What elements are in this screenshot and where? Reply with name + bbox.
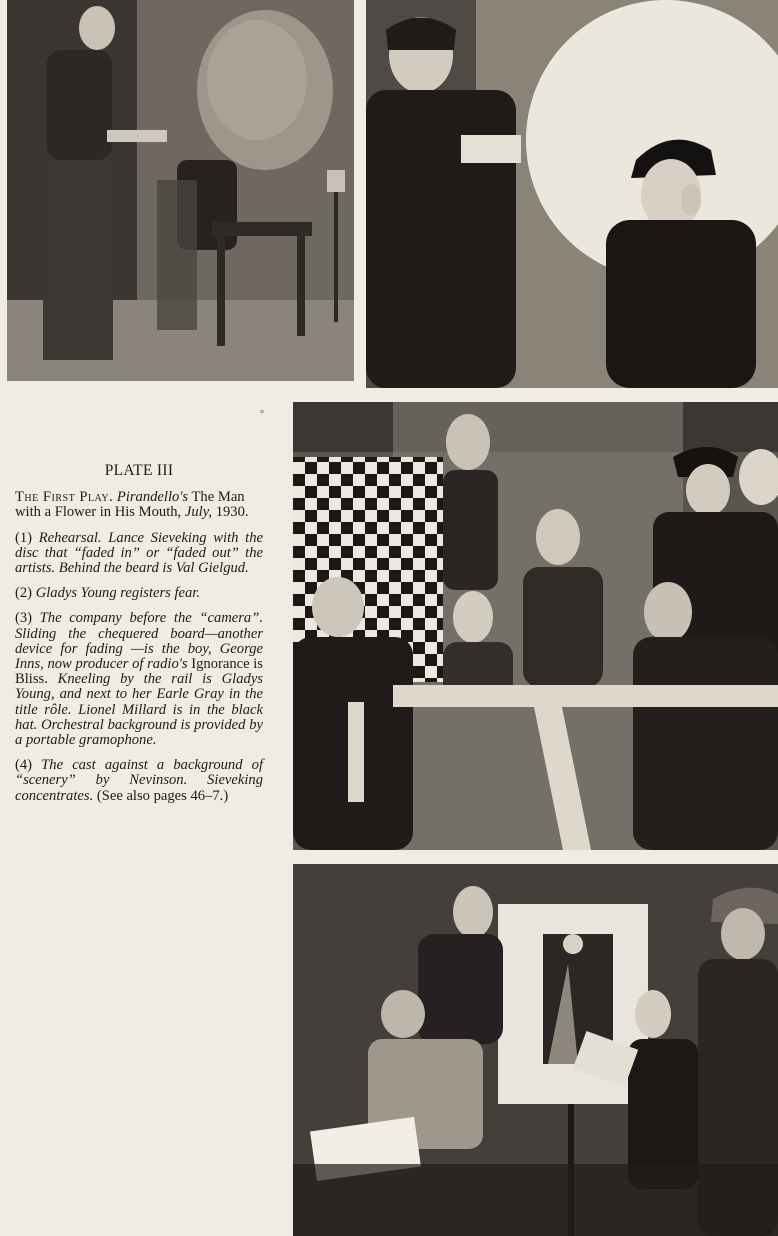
heading-rest: The Man with a Flower in His Mouth,: [15, 489, 245, 521]
caption-item-3: [15, 611, 263, 748]
plate-title: PLATE III: [104, 462, 174, 479]
plate-heading: [15, 490, 263, 520]
caption-item-4: [15, 758, 263, 804]
photo-cast-scenery: [293, 864, 778, 1236]
photo-gladys-young-fear: [366, 0, 778, 388]
caption-page-reference: (See also pages 46–7.): [96, 787, 229, 804]
caption-text-a: The company before the “camera”. Sliding the chequered board—another device for fading —is the boy, George Inns, now producer of radio's: [15, 610, 263, 673]
photo-company-before-camera: [293, 402, 778, 850]
caption-number: (3): [15, 610, 33, 627]
heading-smallcaps: The First Play.: [15, 489, 114, 506]
paper-mark: °: [260, 409, 264, 420]
heading-italic: Pirandello's: [116, 489, 189, 506]
caption-text: Gladys Young registers fear.: [35, 585, 201, 602]
caption-number: (1): [15, 529, 33, 546]
plate-caption: [15, 463, 263, 814]
photo-rehearsal: [7, 0, 354, 381]
caption-programme-title: Ignorance is Bliss.: [15, 656, 263, 688]
caption-text-a: The cast against a background of “scenery” by Nevinson. Sieveking concentrates.: [15, 757, 264, 804]
heading-month: July,: [184, 504, 213, 521]
caption-text: Rehearsal. Lance Sieveking with the disc that “faded in” or “faded out” the artists. Behind the beard is Val Gielgud.: [15, 529, 263, 577]
caption-number: (4): [15, 757, 33, 774]
caption-item-2: [15, 586, 263, 601]
caption-item-1: [15, 531, 263, 577]
heading-year: 1930.: [215, 504, 249, 521]
caption-number: (2): [15, 585, 33, 602]
caption-text-b: Kneeling by the rail is Gladys Young, and next to her Earle Gray in the title rôle. Lionel Millard is in the black hat. Orchestral background is provided by a portable gramophone.: [15, 671, 263, 749]
